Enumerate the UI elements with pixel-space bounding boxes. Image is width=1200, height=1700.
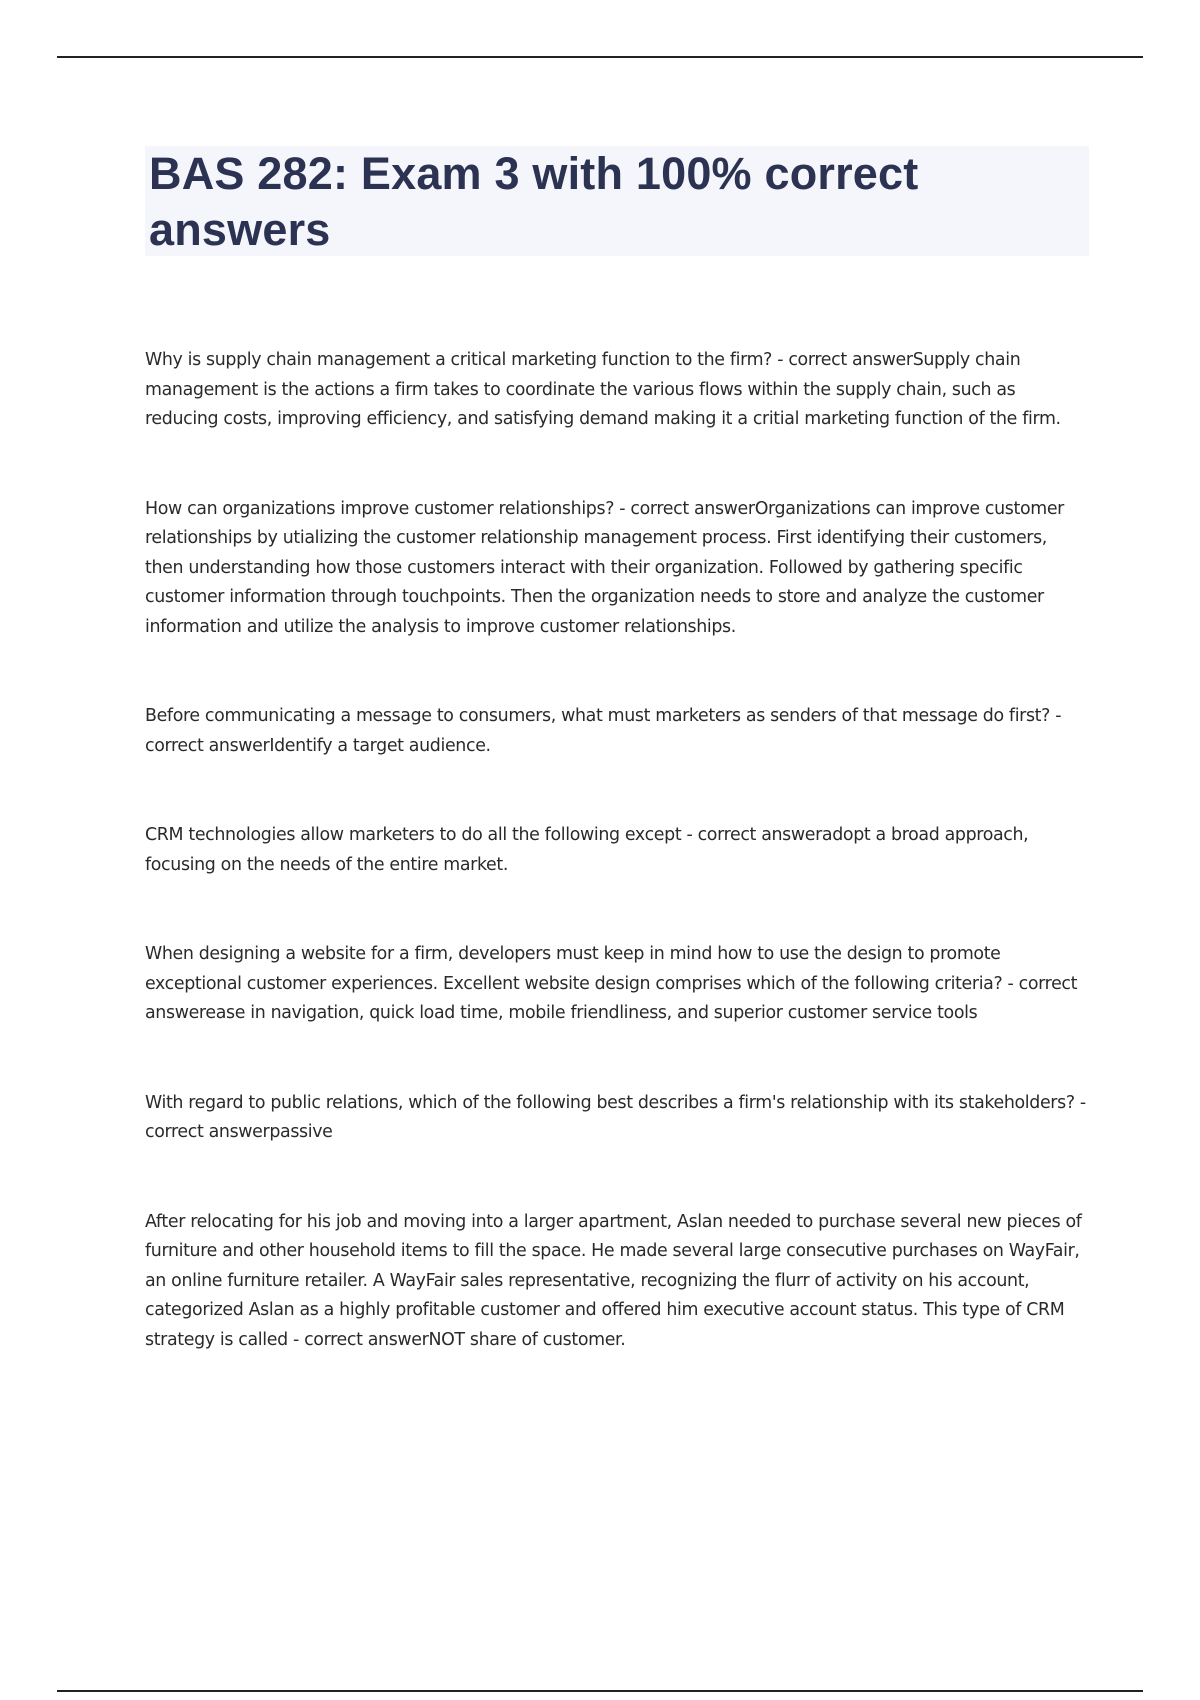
page-title: BAS 282: Exam 3 with 100% correct answers [149, 148, 919, 255]
answer-label: correct answer [788, 350, 913, 370]
answer-label: correct answer [697, 825, 822, 845]
answer-text: Supply chain management is the actions a firm takes to coordinate the various flows within the supply chain, such as reducing costs, improving efficiency, and satisfying demand making it a critial marketing function of the firm. [145, 350, 1061, 429]
answer-text: ease in navigation, quick load time, mobile friendliness, and superior customer service tools [205, 1003, 978, 1023]
qa-item [145, 940, 1089, 1029]
page-top-rule [57, 56, 1143, 58]
answer-text: passive [269, 1122, 333, 1142]
qa-list [145, 346, 1089, 1355]
answer-text: adopt a broad approach, focusing on the needs of the entire market. [145, 825, 1029, 875]
answer-text: Organizations can improve customer relationships by utializing the customer relationship management process. First identifying their customers, then understanding how those customers interact with their organization. Followed by gathering specific customer information through touchpoints. Then the organization needs to store and analyze the customer information and utilize the analysis to improve customer relationships. [145, 498, 1064, 637]
page-bottom-rule [57, 1690, 1143, 1692]
answer-label: correct answer [630, 498, 755, 519]
question-text: Before communicating a message to consumers, what must marketers as senders of that message do first? - [145, 706, 1062, 726]
answer-text: Identify a target audience. [269, 735, 491, 756]
qa-item [145, 495, 1089, 643]
answer-label: correct answer [145, 735, 270, 756]
answer-label: correct answer [145, 1122, 270, 1142]
title-block [145, 146, 1089, 256]
question-text: With regard to public relations, which of the following best describes a firm's relationship with its stakeholders? - [145, 1092, 1086, 1113]
qa-item [145, 702, 1089, 761]
qa-item [145, 1089, 1089, 1148]
qa-item [145, 346, 1089, 435]
qa-item [145, 821, 1089, 880]
question-text: Why is supply chain management a critical marketing function to the firm? - [145, 350, 789, 370]
question-text: When designing a website for a firm, developers must keep in mind how to use the design to promote exceptional customer experiences. Excellent website design comprises which of the following criteria? - [145, 944, 1019, 994]
question-text: How can organizations improve customer relationships? - [145, 498, 631, 519]
answer-label: correct answer [145, 973, 1078, 1023]
answer-label: correct answer [304, 1329, 429, 1350]
question-text: After relocating for his job and moving into a larger apartment, Aslan needed to purchase several new pieces of furniture and other household items to fill the space. He made several large consecutive purchases on WayFair, an online furniture retailer. A WayFair sales representative, recognizing the flurr of activity on his account, categorized Aslan as a highly profitable customer and offered him executive account status. This type of CRM strategy is called - [145, 1211, 1082, 1350]
question-text: CRM technologies allow marketers to do all the following except - [145, 825, 698, 845]
answer-text: NOT share of customer. [428, 1329, 626, 1350]
qa-item [145, 1208, 1089, 1356]
